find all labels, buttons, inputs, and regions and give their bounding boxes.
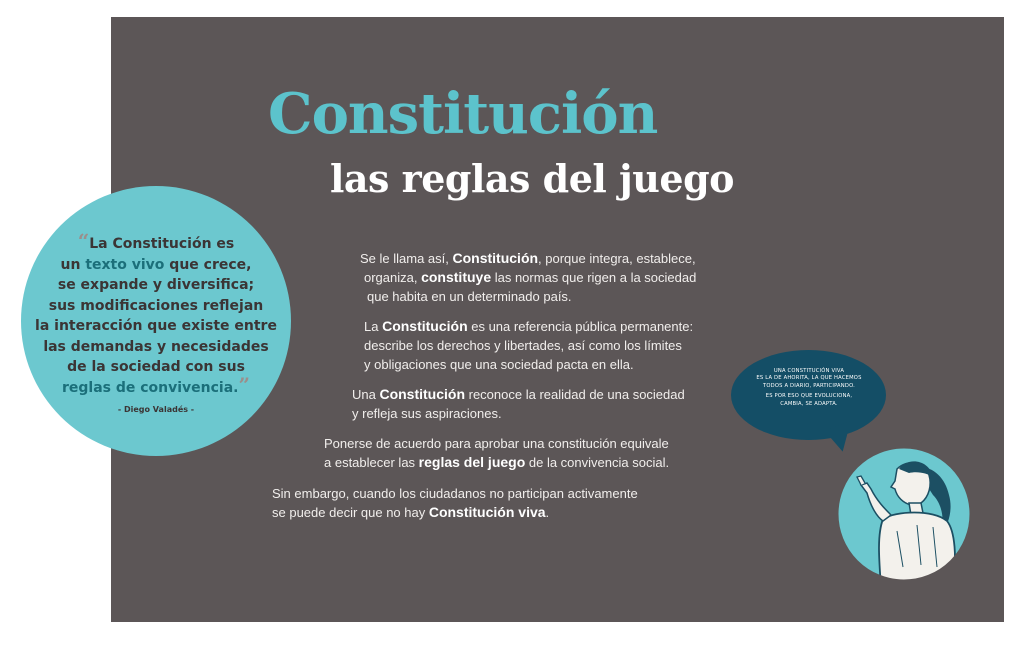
text-run: La: [364, 319, 383, 334]
speech-bubble-text: [745, 368, 873, 411]
close-quote-mark: ”: [238, 372, 251, 397]
text-run: organiza,: [364, 270, 422, 285]
text-run: las normas que rigen a la sociedad: [491, 270, 697, 285]
bold-term: Constitución: [382, 318, 468, 334]
text-run: Una: [352, 387, 380, 402]
paragraph-2: [364, 317, 693, 374]
quote-run: la interacción que existe entre: [35, 318, 277, 334]
bold-term: Constitución viva: [428, 504, 546, 520]
text-run: Sin embargo, cuando los ciudadanos no participan activamente: [272, 486, 638, 501]
bold-term: constituye: [421, 269, 492, 285]
bold-term: Constitución: [452, 250, 539, 266]
text-run: es una referencia pública permanente:: [467, 319, 694, 334]
quote-run: sus modificaciones reflejan: [48, 297, 264, 314]
open-quote-mark: “: [77, 229, 90, 253]
paragraph-4: [324, 434, 669, 472]
text-run: a establecer las: [324, 455, 419, 470]
text-run: y obligaciones que una sociedad pacta en ella.: [364, 357, 634, 372]
text-run: , porque integra, establece,: [538, 251, 696, 266]
text-run: que habita en un determinado país.: [367, 289, 572, 304]
quote-run: se expande y diversifica;: [57, 277, 255, 293]
quote-run: de la sociedad con sus: [67, 359, 245, 375]
text-run: Se le llama así,: [360, 251, 453, 266]
bold-term: reglas del juego: [418, 454, 526, 470]
text-run: reconoce la realidad de una sociedad: [465, 387, 685, 402]
quote-text: [21, 229, 291, 398]
bold-term: Constitución: [379, 386, 466, 402]
text-run: Ponerse de acuerdo para aprobar una constitución equivale: [324, 436, 669, 451]
quote-highlight: texto vivo: [85, 256, 165, 273]
text-run: describe los derechos y libertades, así como los límites: [364, 338, 682, 353]
page-title: Constitución: [268, 81, 658, 147]
quote-highlight: reglas de convivencia.: [61, 379, 239, 396]
page-subtitle: las reglas del juego: [330, 156, 735, 201]
bubble-line-1: UNA CONSTITUCIÓN VIVA ES LA DE AHORITA, LA QUE HACEMOS TODOS A DIARIO, PARTICIPANDO.: [756, 368, 862, 389]
paragraph-3: [352, 385, 685, 423]
paragraph-5: [272, 484, 638, 522]
quote-run: La Constitución es: [89, 236, 235, 252]
quote-run: que crece,: [164, 256, 252, 273]
woman-illustration-icon: [837, 447, 971, 581]
quote-run: un: [60, 256, 86, 273]
text-run: .: [545, 505, 550, 520]
text-run: de la convivencia social.: [525, 455, 670, 470]
quote-run: las demandas y necesidades: [43, 338, 269, 355]
quote-author: - Diego Valadés -: [117, 405, 195, 414]
bubble-line-2: ES POR ESO QUE EVOLUCIONA, CAMBIA, SE ADAPTA.: [765, 393, 853, 407]
paragraph-1: [360, 249, 696, 306]
text-run: se puede decir que no hay: [272, 505, 429, 520]
text-run: y refleja sus aspiraciones.: [352, 406, 502, 421]
